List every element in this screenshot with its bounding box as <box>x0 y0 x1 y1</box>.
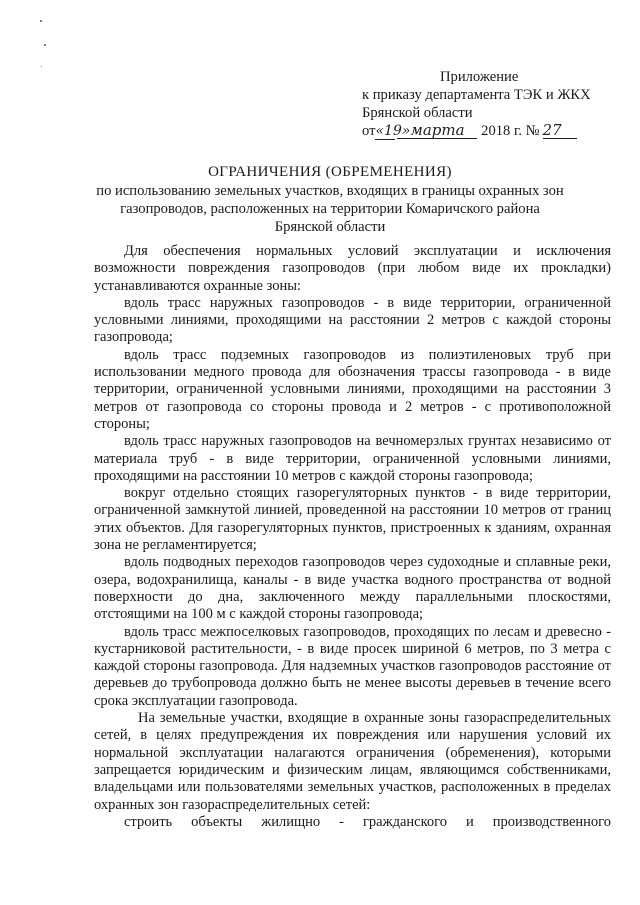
paragraph-intro: Для обеспечения нормальных условий эксплуатации и исключения возможности повреждения газопроводов (при любом виде их прокладки) устанавливаются охранные зоны: <box>94 243 611 294</box>
scan-speck <box>41 66 42 67</box>
paragraph-restrictions: На земельные участки, входящие в охранные зоны газораспределительных сетей, в целях предупреждения их повреждения или нарушения условий их нормальной эксплуатации налагаются ограничения (обременения), которыми запрещается юридическим и физическим лицам, являющимся собственниками, владельцами или пользователями земельных участков, расположенных в пределах охранных зон газораспределительных сетей: <box>94 710 611 813</box>
paragraph-regulator-points: вокруг отдельно стоящих газорегуляторных пунктов - в виде территории, ограниченной замкнутой линией, проведенной на расстоянии 10 метров от границ этих объектов. Для газорегуляторных пунктов, пристроенных к зданиям, охранная зона не регламентируется; <box>94 485 611 554</box>
handwritten-month: марта <box>397 122 477 139</box>
title-subtitle-2: газопроводов, расположенных на территории Комаричского района <box>120 201 540 217</box>
paragraph-underground-pipelines: вдоль трасс подземных газопроводов из полиэтиленовых труб при использовании медного провода для обозначения трассы газопровода - в виде территории, ограниченной условными линиями, проходящими на расстоянии 3 метров от газопровода со стороны провода и 2 метров - с противоположной стороны; <box>94 346 611 432</box>
document-title <box>60 163 600 236</box>
order-date-line <box>362 122 591 140</box>
title-heading: ОГРАНИЧЕНИЯ (ОБРЕМЕНЕНИЯ) <box>208 164 452 180</box>
title-subtitle-1: по использованию земельных участков, входящих в границы охранных зон <box>96 183 564 199</box>
handwritten-day: «19» <box>375 123 411 139</box>
paragraph-outdoor-pipelines: вдоль трасс наружных газопроводов - в виде территории, ограниченной условными линиями, проходящими на расстоянии 2 метров с каждой стороны газопровода; <box>94 294 611 346</box>
paragraph-prohibition-1: строить объекты жилищно - гражданского и производственного <box>124 813 611 830</box>
appendix-header <box>362 68 591 140</box>
title-subtitle-3: Брянской области <box>274 219 386 235</box>
appendix-label: Приложение <box>440 69 519 85</box>
order-reference: к приказу департамента ТЭК и ЖКХ <box>362 87 591 103</box>
region-name: Брянской области <box>362 105 473 121</box>
date-prefix: от <box>362 123 376 139</box>
paragraph-permafrost-pipelines: вдоль трасс наружных газопроводов на вечномерзлых грунтах независимо от материала труб - в виде территории, ограниченной условными линиями, проходящими на расстоянии 10 метров с каждой стороны газопровода; <box>94 433 611 484</box>
document-body <box>94 243 611 831</box>
handwritten-order-number: 27 <box>543 122 577 139</box>
scan-speck <box>40 20 42 22</box>
paragraph-underwater-crossings: вдоль подводных переходов газопроводов через судоходные и сплавные реки, озера, водохранилища, каналы - в виде участка водного пространства от водной поверхности до дна, заключенного между параллельными плоскостями, отстоящими на 100 м с каждой стороны газопровода; <box>94 554 611 623</box>
paragraph-intersettlement-pipelines: вдоль трасс межпоселковых газопроводов, проходящих по лесам и древесно - кустарниковой растительности, - в виде просек шириной 6 метров, по 3 метра с каждой стороны газопровода. Для надземных участков газопроводов расстояние от деревьев до трубопровода должно быть не менее высоты деревьев в течение всего срока эксплуатации газопровода. <box>94 623 611 709</box>
scan-speck <box>44 44 46 46</box>
date-year: 2018 г. № <box>481 123 540 139</box>
